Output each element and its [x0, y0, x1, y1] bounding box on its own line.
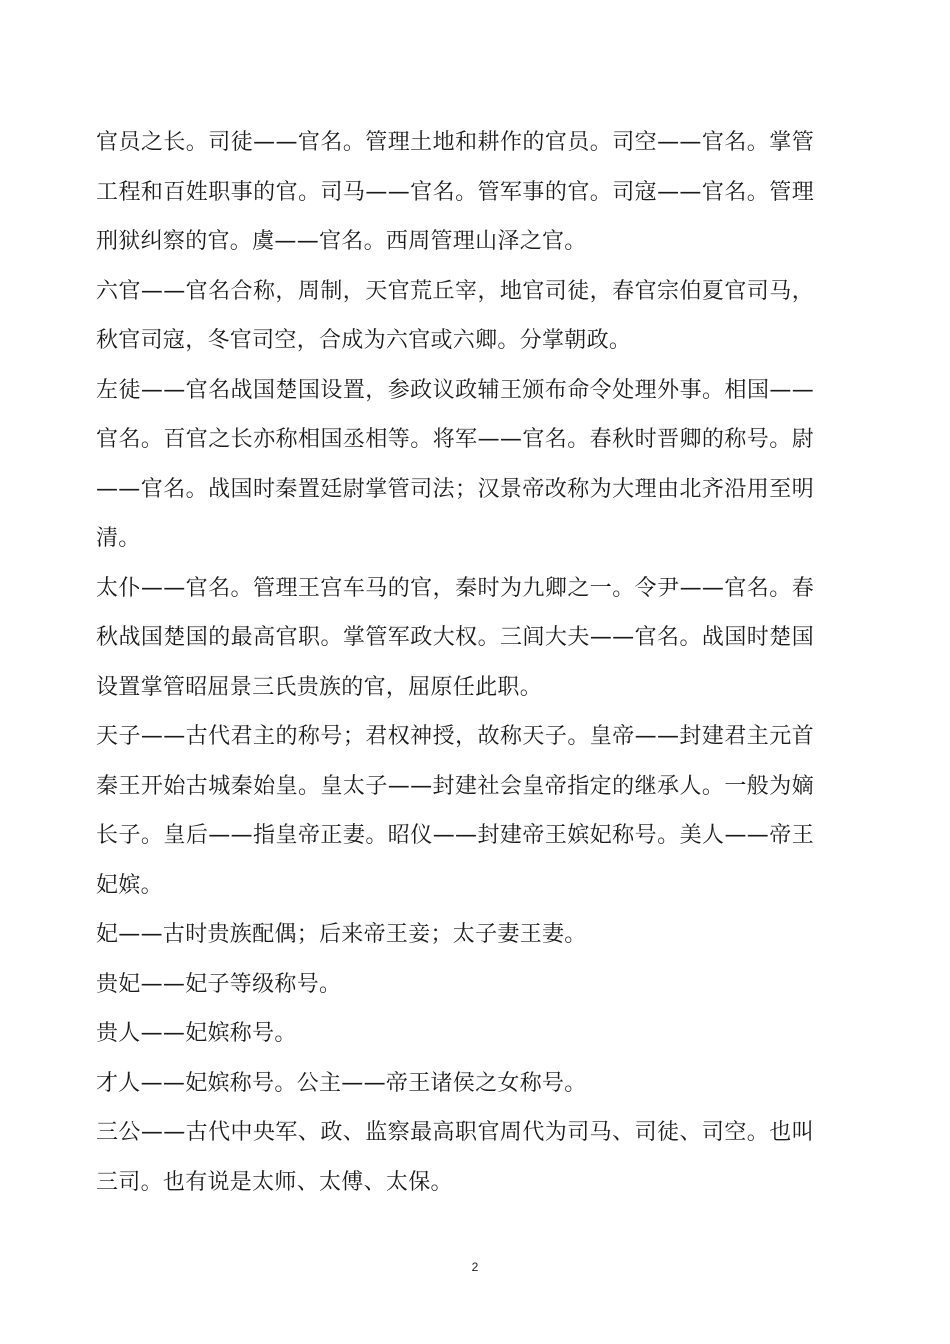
- paragraph-1: 官员之长。司徒——官名。管理土地和耕作的官员。司空——官名。掌管工程和百姓职事的官。司马——官名。管军事的官。司寇——官名。管理刑狱纠察的官。虞——官名。西周管理山泽之官。: [96, 130, 814, 254]
- paragraph-5: 天子——古代君主的称号；君权神授，故称天子。皇帝——封建君主元首秦王开始古城秦始皇。皇太子——封建社会皇帝指定的继承人。一般为嫡长子。皇后——指皇帝正妻。昭仪——封建帝王嫔妃称号。美人——帝王妃嫔。: [96, 724, 814, 898]
- paragraph-8: 贵人——妃嫔称号。: [96, 1021, 297, 1046]
- paragraph-3: 左徒——官名战国楚国设置，参政议政辅王颁布命令处理外事。相国——官名。百官之长亦称相国丞相等。将军——官名。春秋时晋卿的称号。尉——官名。战国时秦置廷尉掌管司法；汉景帝改称为大理由北齐沿用至明清。: [96, 377, 814, 551]
- paragraph-2: 六官——官名合称，周制，天官荒丘宰，地官司徒，春官宗伯夏官司马，秋官司寇，冬官司空，合成为六官或六卿。分掌朝政。: [96, 278, 814, 353]
- page-number: 2: [471, 1260, 479, 1274]
- paragraph-6: 妃——古时贵族配偶；后来帝王妾；太子妻王妻。: [96, 922, 587, 947]
- paragraph-9: 才人——妃嫔称号。公主——帝王诸侯之女称号。: [96, 1070, 587, 1096]
- paragraph-10: 三公——古代中央军、政、监察最高职官周代为司马、司徒、司空。也叫三司。也有说是太师、太傅、太保。: [96, 1120, 814, 1195]
- document-body: [96, 118, 814, 1207]
- paragraph-4: 太仆——官名。管理王宫车马的官，秦时为九卿之一。令尹——官名。春秋战国楚国的最高官职。掌管军政大权。三闾大夫——官名。战国时楚国设置掌管昭屈景三氏贵族的官，屈原任此职。: [96, 575, 814, 700]
- paragraph-7: 贵妃——妃子等级称号。: [96, 971, 342, 997]
